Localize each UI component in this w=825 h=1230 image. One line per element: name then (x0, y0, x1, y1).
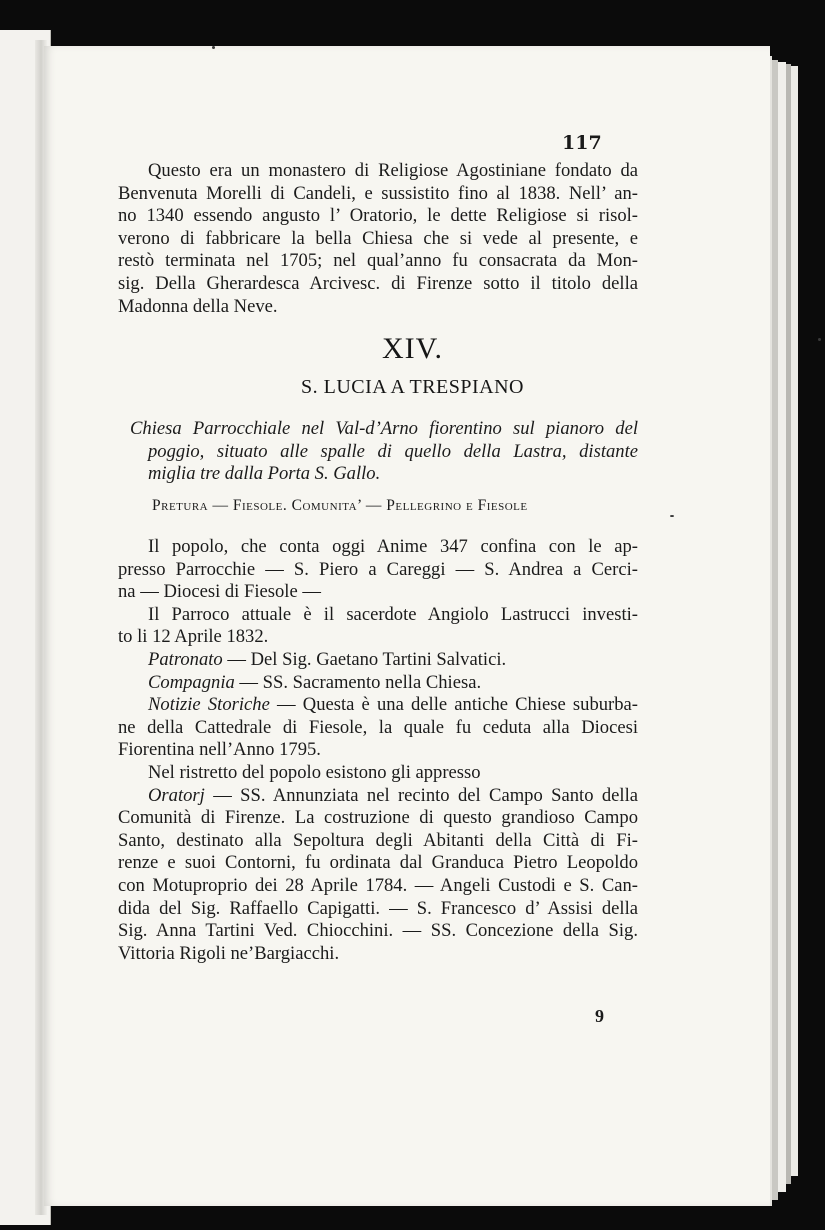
line-text: ne della Cattedrale di Fiesole, la quale fu ceduta alla Diocesi (118, 716, 638, 738)
line-text: Santo, destinato alla Sepoltura degli Abitanti della Città di Fi- (118, 829, 638, 851)
entry-label: Compagnia (148, 671, 235, 693)
line-text: Il popolo, che conta oggi Anime 347 confina con le ap- (148, 536, 638, 557)
text-line (118, 672, 638, 695)
text-line: restò terminata nel 1705; nel qual’anno fu consacrata da Mon- (118, 250, 638, 272)
line-text: na — Diocesi di Fiesole — (118, 581, 321, 603)
line-text: Fiorentina nell’Anno 1795. (118, 739, 321, 761)
text-line (118, 852, 638, 875)
text-line: Madonna della Neve. (118, 295, 278, 317)
line-text: Il Parroco attuale è il sacerdote Angiolo Lastrucci investi- (148, 603, 638, 625)
text-line (118, 898, 638, 921)
jurisdiction-line: Pretura — Fiesole. Comunita’ — Pellegrino e Fiesole (152, 497, 528, 514)
paper-speck (670, 515, 674, 517)
line-text: — Del Sig. Gaetano Tartini Salvatici. (222, 648, 507, 670)
text-line (118, 920, 638, 943)
line-text: Comunità di Firenze. La costruzione di questo grandioso Campo (118, 807, 638, 829)
page-edge (778, 62, 786, 1192)
line-text: — Questa è una delle antiche Chiese suburba- (269, 694, 638, 716)
line-text: renze e suoi Contorni, fu ordinata dal Granduca Pietro Leopoldo (118, 852, 638, 874)
text-line (118, 717, 638, 740)
text-line (118, 559, 638, 582)
entry-label: Notizie Storiche (148, 694, 270, 716)
text-line (118, 626, 638, 649)
section-title: S. LUCIA A TRESPIANO (300, 376, 524, 398)
entry-label: Patronato (148, 648, 223, 670)
line-text: presso Parrocchie — S. Piero a Careggi — S. Andrea a Cerci- (118, 558, 638, 580)
line-text: con Motuproprio dei 28 Aprile 1784. — Angeli Custodi e S. Can- (118, 874, 638, 896)
text-line (118, 943, 638, 966)
text-line (118, 762, 638, 785)
text-line (118, 739, 638, 762)
line-text: Sig. Anna Tartini Ved. Chiocchini. — SS. Concezione della Sig. (118, 920, 638, 942)
text-line: sig. Della Gherardesca Arcivesc. di Firenze sotto il titolo della (118, 272, 638, 294)
text-line (118, 604, 638, 627)
description-line: miglia tre dalla Porta S. Gallo. (148, 463, 381, 485)
body-text (118, 536, 638, 965)
line-text: Vittoria Rigoli ne’Bargiacchi. (118, 942, 340, 964)
text-line (118, 807, 638, 830)
page-number: 117 (562, 132, 602, 154)
description-line: poggio, situato alle spalle di quello della Lastra, distante (148, 440, 638, 462)
text-line (118, 875, 638, 898)
intro-paragraph (118, 160, 638, 318)
text-line: Benvenuta Morelli di Candeli, e sussistito fino al 1838. Nell’ an- (118, 182, 638, 204)
line-text: — SS. Sacramento nella Chiesa. (234, 671, 482, 693)
line-text: to li 12 Aprile 1832. (118, 626, 269, 648)
text-line: verono di fabbricare la bella Chiesa che si vede al presente, e (118, 227, 638, 249)
text-line (118, 785, 638, 808)
line-text: dida del Sig. Raffaello Capigatti. — S. Francesco d’ Assisi della (118, 897, 638, 919)
text-line (118, 649, 638, 672)
church-description (130, 418, 638, 486)
page-edge (791, 66, 798, 1176)
section-number: XIV. (382, 332, 443, 365)
paper-speck (212, 46, 215, 49)
text-line (118, 830, 638, 853)
signature-mark: 9 (595, 1006, 604, 1026)
text-line: no 1340 essendo angusto l’ Oratorio, le dette Religiose si risol- (118, 205, 638, 227)
description-line: Chiesa Parrocchiale nel Val-d’Arno fiorentino sul pianoro del (130, 418, 638, 439)
text-line (118, 581, 638, 604)
line-text: — SS. Annunziata nel recinto del Campo Santo della (204, 784, 638, 806)
text-line (118, 694, 638, 717)
entry-label: Oratorj (148, 784, 205, 806)
line-text: Nel ristretto del popolo esistono gli appresso (148, 761, 481, 783)
text-line: Questo era un monastero di Religiose Agostiniane fondato da (148, 160, 638, 181)
text-line (118, 536, 638, 559)
